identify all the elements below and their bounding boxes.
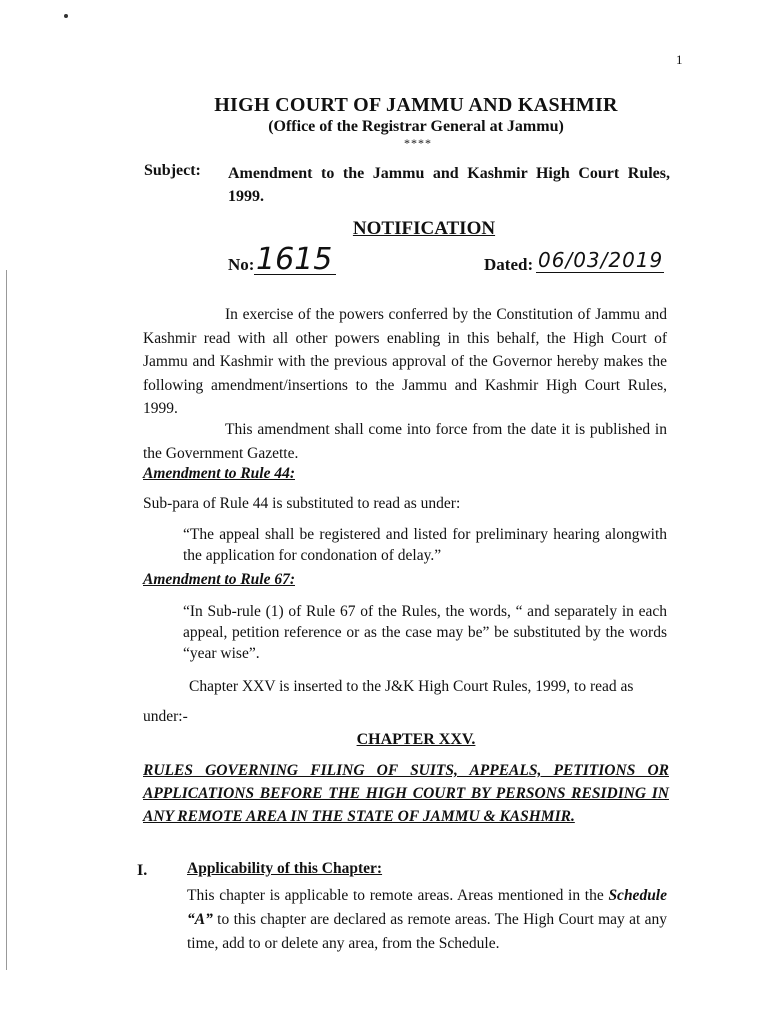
schedule-reference: Schedule “A” bbox=[187, 887, 667, 928]
section-text-before: This chapter is applicable to remote areas. Areas mentioned in the bbox=[187, 887, 609, 904]
quote-rule-67: “In Sub-rule (1) of Rule 67 of the Rules, the words, “ and separately in each appeal, petition reference or as the case may be” be substituted by the words “year wise”. bbox=[183, 603, 667, 662]
scan-margin-line bbox=[6, 270, 7, 970]
paragraph-chapter-insert: Chapter XXV is inserted to the J&K High Court Rules, 1999, to read as under:- bbox=[143, 678, 634, 725]
number-underline bbox=[254, 274, 336, 275]
dated-label: Dated: bbox=[484, 255, 534, 274]
subject-label: Subject: bbox=[144, 162, 201, 179]
section-number: I. bbox=[137, 862, 148, 879]
chapter-title: CHAPTER XXV. bbox=[356, 731, 476, 748]
section-text-after: to this chapter are declared as remote areas. The High Court may at any time, add to or delete any area, from the Schedule. bbox=[187, 911, 667, 952]
court-title: HIGH COURT OF JAMMU AND KASHMIR bbox=[214, 94, 618, 116]
section-title: Applicability of this Chapter: bbox=[187, 860, 383, 877]
heading-rule-44: Amendment to Rule 44: bbox=[143, 465, 295, 482]
number-label: No: bbox=[228, 255, 255, 274]
date-handwritten: 06/03/2019 bbox=[538, 248, 664, 272]
chapter-rules-heading: RULES GOVERNING FILING OF SUITS, APPEALS, PETITIONS OR APPLICATIONS BEFORE THE HIGH COURT BY PERSONS RESIDING IN ANY REMOTE AREA IN THE STATE OF JAMMU & KASHMIR. bbox=[143, 762, 669, 825]
number-handwritten: 1615 bbox=[256, 242, 333, 277]
subject-text: Amendment to the Jammu and Kashmir High Court Rules, 1999. bbox=[228, 165, 670, 205]
office-subtitle: (Office of the Registrar General at Jammu) bbox=[268, 118, 564, 135]
section-body bbox=[187, 884, 667, 956]
paragraph-powers: In exercise of the powers conferred by the Constitution of Jammu and Kashmir read with all other powers enabling in this behalf, the High Court of Jammu and Kashmir with the previous approval of the Governor hereby makes the following amendment/insertions to the Jammu and Kashmir High Court Rules, 1999. bbox=[143, 306, 667, 417]
notification-title: NOTIFICATION bbox=[352, 218, 496, 239]
page-number: 1 bbox=[676, 52, 683, 67]
date-underline bbox=[536, 272, 664, 273]
quote-rule-44: “The appeal shall be registered and listed for preliminary hearing alongwith the application for condonation of delay.” bbox=[183, 526, 667, 564]
stars-separator: **** bbox=[404, 136, 432, 150]
subpara-rule-44: Sub-para of Rule 44 is substituted to read as under: bbox=[143, 495, 461, 512]
paragraph-force: This amendment shall come into force from the date it is published in the Government Gazette. bbox=[143, 421, 667, 462]
scan-speck bbox=[64, 14, 68, 18]
heading-rule-67: Amendment to Rule 67: bbox=[143, 571, 295, 588]
